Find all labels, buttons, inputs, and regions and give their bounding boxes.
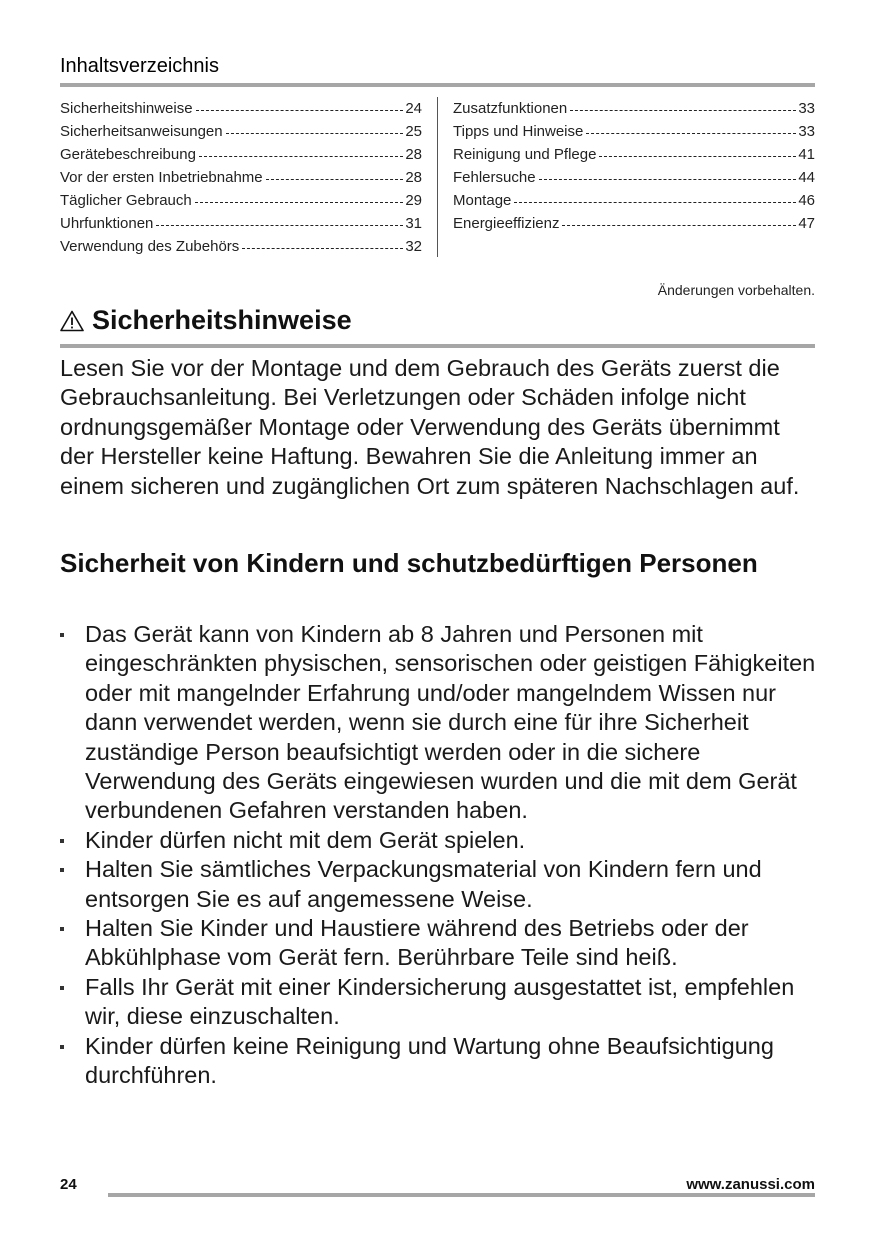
toc-entry-page: 28	[405, 169, 422, 186]
toc-entry[interactable]	[453, 166, 815, 189]
toc-entry-label: Reinigung und Pflege	[453, 146, 597, 163]
toc-leader	[156, 225, 403, 226]
bullet-text: Falls Ihr Gerät mit einer Kindersicherung ausgestattet ist, empfehlen wir, diese einzuschalten.	[85, 973, 795, 1030]
toc-entry[interactable]	[453, 143, 815, 166]
website-link[interactable]: www.zanussi.com	[686, 1176, 815, 1193]
toc-leader	[570, 110, 796, 111]
toc-entry[interactable]	[453, 212, 815, 235]
toc-entry[interactable]	[60, 143, 422, 166]
toc-leader	[539, 179, 797, 180]
bullet-icon	[60, 986, 64, 990]
toc-entry-label: Fehlersuche	[453, 169, 536, 186]
toc-entry-page: 28	[405, 146, 422, 163]
toc-entry[interactable]	[60, 166, 422, 189]
toc-leader	[266, 179, 404, 180]
bullet-icon	[60, 927, 64, 931]
toc-entry-page: 47	[798, 215, 815, 232]
bullet-text: Das Gerät kann von Kindern ab 8 Jahren und Personen mit eingeschränkten physischen, sensorischen oder geistigen Fähigkeiten oder mit mangelnder Erfahrung und/oder mangelndem Wissen nur dann verwendet werden, wenn sie durch eine für ihre Sicherheit zuständige Person beaufsichtigt werden oder in die sichere Verwendung des Geräts eingewiesen wurden und die mit dem Gerät verbundenen Gefahren verstanden haben.	[85, 621, 816, 824]
toc-entry-page: 44	[798, 169, 815, 186]
bullet-text: Halten Sie sämtliches Verpackungsmaterial von Kindern fern und entsorgen Sie es auf angemessene Weise.	[85, 856, 762, 912]
toc-leader	[199, 156, 403, 157]
toc-right-column	[453, 97, 815, 235]
toc-left-column	[60, 97, 422, 258]
toc-leader	[195, 202, 404, 203]
toc-top-rule	[60, 83, 815, 87]
toc-entry-label: Tipps und Hinweise	[453, 123, 584, 140]
safety-bullet-list	[60, 620, 820, 1091]
toc-entry-page: 31	[405, 215, 422, 232]
bullet-icon	[60, 633, 64, 637]
toc-entry-label: Vor der ersten Inbetriebnahme	[60, 169, 263, 186]
toc-entry-page: 29	[405, 192, 422, 209]
toc-entry[interactable]	[453, 120, 815, 143]
toc-leader	[196, 110, 404, 111]
toc-leader	[586, 133, 796, 134]
section-rule	[60, 344, 815, 348]
bullet-text: Kinder dürfen keine Reinigung und Wartung ohne Beaufsichtigung durchführen.	[85, 1032, 774, 1089]
toc-entry-label: Energieeffizienz	[453, 215, 560, 232]
toc-leader	[242, 248, 403, 249]
list-item	[60, 1032, 820, 1091]
list-item	[60, 855, 820, 914]
intro-paragraph: Lesen Sie vor der Montage und dem Gebrauch des Geräts zuerst die Gebrauchsanleitung. Bei Verletzungen oder Schäden infolge nicht ordnungsgemäßer Montage oder Verwendung des Geräts übernimmt der Hersteller keine Haftung. Bewahren Sie die Anleitung immer an einem sicheren und zugänglichen Ort zum späteren Nachschlagen auf.	[60, 355, 800, 499]
list-item	[60, 973, 820, 1032]
toc-entry-label: Täglicher Gebrauch	[60, 192, 192, 209]
toc-column-divider	[437, 97, 438, 257]
toc-entry-label: Sicherheitsanweisungen	[60, 123, 223, 140]
toc-entry-label: Verwendung des Zubehörs	[60, 238, 240, 255]
toc-entry[interactable]	[60, 120, 422, 143]
toc-entry-page: 33	[798, 123, 815, 140]
list-item	[60, 914, 820, 973]
section-title: Sicherheitshinweise	[92, 305, 352, 335]
toc-entry[interactable]	[453, 189, 815, 212]
toc-entry-page: 41	[798, 146, 815, 163]
list-item	[60, 620, 820, 826]
toc-entry[interactable]	[60, 97, 422, 120]
toc-entry-page: 24	[405, 100, 422, 117]
section-heading	[60, 305, 352, 336]
toc-leader	[599, 156, 796, 157]
bullet-icon	[60, 1045, 64, 1049]
toc-entry-page: 46	[798, 192, 815, 209]
toc-leader	[514, 202, 796, 203]
toc-entry-label: Sicherheitshinweise	[60, 100, 193, 117]
toc-entry[interactable]	[60, 212, 422, 235]
bullet-icon	[60, 868, 64, 872]
page-number: 24	[60, 1176, 77, 1193]
toc-entry[interactable]	[453, 97, 815, 120]
toc-entry-label: Gerätebeschreibung	[60, 146, 196, 163]
footer-rule	[108, 1193, 815, 1197]
toc-entry-label: Zusatzfunktionen	[453, 100, 568, 117]
subsection-title: Sicherheit von Kindern und schutzbedürftigen Personen	[60, 548, 758, 578]
bullet-icon	[60, 839, 64, 843]
toc-leader	[562, 225, 796, 226]
bullet-text: Halten Sie Kinder und Haustiere während des Betriebs oder der Abkühlphase vom Gerät fern. Berührbare Teile sind heiß.	[85, 915, 749, 971]
toc-leader	[226, 133, 404, 134]
warning-triangle-icon	[60, 310, 84, 332]
changes-note: Änderungen vorbehalten.	[657, 282, 815, 298]
toc-entry[interactable]	[60, 189, 422, 212]
toc-entry-label: Montage	[453, 192, 512, 209]
list-item	[60, 826, 820, 855]
toc-title: Inhaltsverzeichnis	[60, 55, 219, 77]
toc-entry-page: 33	[798, 100, 815, 117]
toc-entry[interactable]	[60, 235, 422, 258]
bullet-text: Kinder dürfen nicht mit dem Gerät spielen.	[85, 826, 526, 853]
toc-entry-label: Uhrfunktionen	[60, 215, 154, 232]
toc-entry-page: 32	[405, 238, 422, 255]
toc-entry-page: 25	[405, 123, 422, 140]
